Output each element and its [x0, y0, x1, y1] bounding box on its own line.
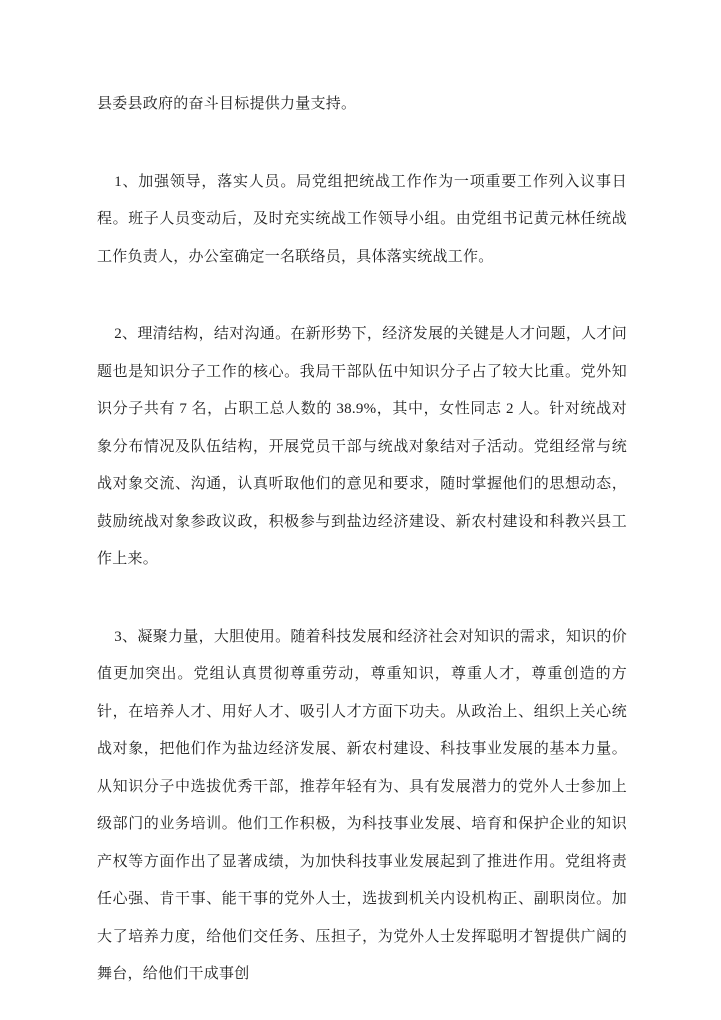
document-body: [97, 86, 627, 994]
paragraph: 2、理清结构，结对沟通。在新形势下，经济发展的关键是人才问题，人才问题也是知识分子工作的核心。我局干部队伍中知识分子占了较大比重。党外知识分子共有 7 名，占职工总人数的 38.9%，其中，女性同志 2 人。针对统战对象分布情况及队伍结构，开展党员干部与统战对象结对子活动。党组经常与统战对象交流、沟通，认真听取他们的意见和要求，随时掌握他们的思想动态，鼓励统战对象参政议政，积极参与到盐边经济建设、新农村建设和科教兴县工作上来。: [97, 326, 627, 567]
paragraph: 县委县政府的奋斗目标提供力量支持。: [97, 96, 357, 112]
paragraph: 3、凝聚力量，大胆使用。随着科技发展和经济社会对知识的需求，知识的价值更加突出。党组认真贯彻尊重劳动，尊重知识，尊重人才，尊重创造的方针，在培养人才、用好人才、吸引人才方面下功夫。从政治上、组织上关心统战对象，把他们作为盐边经济发展、新农村建设、科技事业发展的基本力量。从知识分子中选拔优秀干部，推荐年轻有为、具有发展潜力的党外人士参加上级部门的业务培训。他们工作积极，为科技事业发展、培育和保护企业的知识产权等方面作出了显著成绩，为加快科技事业发展起到了推进作用。党组将责任心强、肯干事、能干事的党外人士，选拔到机关内设机构正、副职岗位。加大了培养力度，给他们交任务、压担子，为党外人士发挥聪明才智提供广阔的舞台，给他们干成事创: [97, 628, 627, 982]
paragraph: 1、加强领导，落实人员。局党组把统战工作作为一项重要工作列入议事日程。班子人员变动后，及时充实统战工作领导小组。由党组书记黄元林任统战工作负责人，办公室确定一名联络员，具体落实统战工作。: [97, 173, 627, 265]
